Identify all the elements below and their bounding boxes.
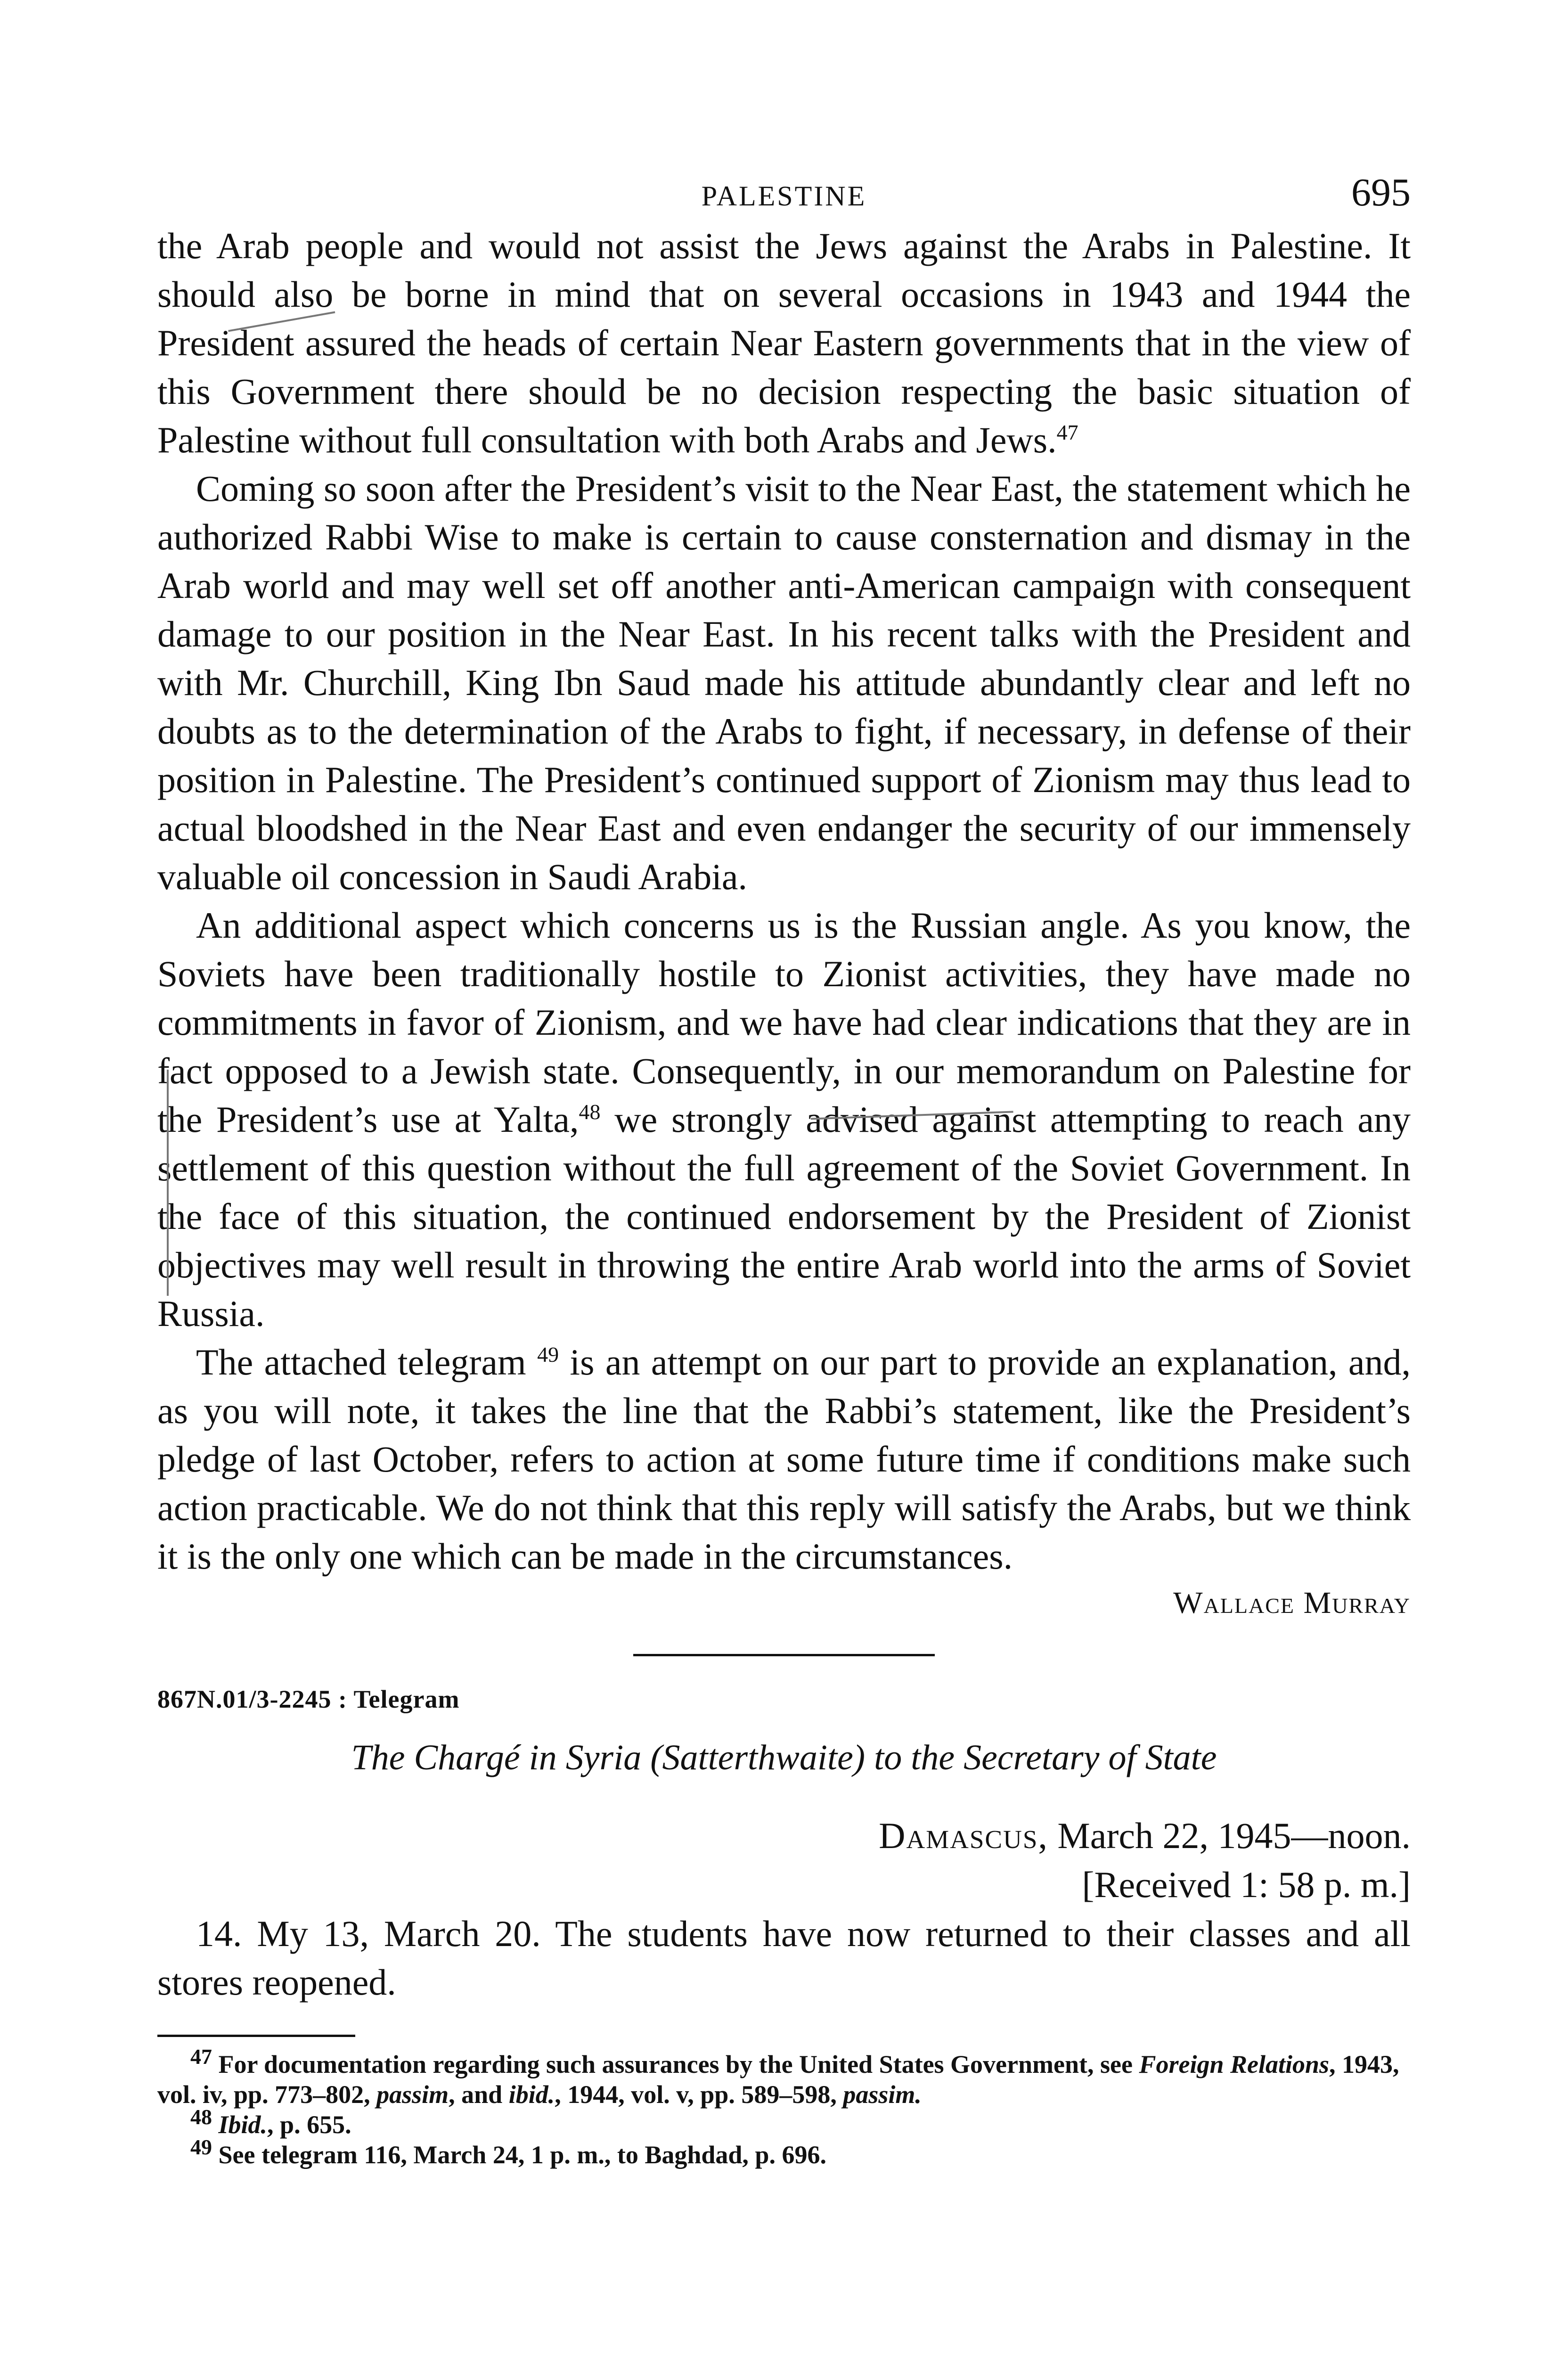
file-reference: 867N.01/3-2245 : Telegram [157, 1685, 460, 1713]
footnote-48-text: , p. 655. [267, 2111, 351, 2139]
paragraph-3-text-a: An additional aspect which concerns us is the Russian angle. As you know, the Soviets have been traditionally hostile to Zionist activities, they have made no commitments in favor of Zionism, and we have had clear indications that they are in fact opposed to a Jewish state. Consequently, in our memorandum on Palestine for the President’s use at Yalta, [157, 905, 1411, 1140]
paragraph-4-text-b: is an attempt on our part to provide an explanation, and, as you will note, it takes the line that the Rabbi’s statement, like the President’s pledge of last October, refers to action at some future time if conditions make such action practicable. We do not think that this reply will satisfy the Arabs, but we think it is the only one which can be made in the circumstances. [157, 1342, 1411, 1577]
footnote-47-ref-3: ibid. [508, 2080, 555, 2109]
page-header [157, 170, 1411, 221]
footnote-ref-47[interactable]: 47 [1056, 420, 1078, 444]
paragraph-2: Coming so soon after the President’s visit to the Near East, the statement which he authorized Rabbi Wise to make is certain to cause consternation and dismay in the Arab world and may well set off another anti-American campaign with consequent damage to our position in the Near East. In his recent talks with the President and with Mr. Churchill, King Ibn Saud made his attitude abundantly clear and left no doubts as to the determination of the Arabs to fight, if necessary, in defense of their position in Palestine. The President’s continued support of Zionism may thus lead to actual bloodshed in the Near East and even endanger the security of our immensely valuable oil concession in Saudi Arabia. [157, 468, 1411, 897]
footnote-49-number: 49 [190, 2135, 212, 2159]
pencil-annotation-margin-bracket [167, 1070, 188, 1296]
footnote-47-ref-1: Foreign Relations [1139, 2050, 1330, 2078]
footnote-47-number: 47 [190, 2045, 212, 2069]
dateline-date: March 22, 1945—noon. [1048, 1815, 1411, 1856]
paragraph-1 [157, 221, 1411, 464]
paragraph-3-text-b: we strongly advised against attempting to reach any settlement of this question without the full agreement of the Soviet Government. In the face of this situation, the continued endorsement by the President of Zionist objectives may well result in throwing the entire Arab world into the arms of Soviet Russia. [157, 1099, 1411, 1334]
footnote-47 [157, 2045, 1411, 2110]
dateline-place: Damascus, [879, 1815, 1048, 1856]
footnote-48 [157, 2105, 1411, 2140]
paragraph-4-text-a: The attached telegram [196, 1342, 538, 1383]
footnote-48-ref: Ibid. [218, 2111, 268, 2139]
telegram-text: 14. My 13, March 20. The students have now returned to their classes and all stores reopened. [157, 1913, 1411, 2003]
dateline-sent [157, 1811, 1411, 1860]
footnote-47-text-a: For documentation regarding such assurances by the United States Government, see [218, 2050, 1139, 2078]
footnote-47-text-b: , 1943, vol. iv, pp. 773–802, [157, 2050, 1399, 2109]
footnotes [157, 2045, 1411, 2170]
document-page [157, 170, 1411, 2170]
paragraph-3 [157, 901, 1411, 1338]
dateline-received: [Received 1: 58 p. m.] [1082, 1864, 1411, 1905]
paragraph-4 [157, 1338, 1411, 1580]
footnote-48-number: 48 [190, 2105, 212, 2129]
footnote-ref-49[interactable]: 49 [537, 1342, 559, 1366]
footnote-ref-48[interactable]: 48 [579, 1100, 601, 1124]
signature: Wallace Murray [1173, 1586, 1411, 1620]
footnote-47-text-c: , and [449, 2080, 509, 2109]
memo-body [157, 221, 1411, 1580]
section-separator [633, 1654, 935, 1656]
footnote-49 [157, 2135, 1411, 2170]
footnote-47-text-d: , 1944, vol. v, pp. 589–598, [555, 2080, 843, 2109]
telegram-title: The Chargé in Syria (Satterthwaite) to the Secretary of State [351, 1738, 1217, 1777]
page-number: 695 [1351, 171, 1411, 214]
footnote-49-text: See telegram 116, March 24, 1 p. m., to Baghdad, p. 696. [218, 2141, 826, 2169]
telegram-body [157, 1909, 1411, 2006]
footnote-rule [157, 2035, 355, 2037]
footnote-47-ref-2: passim [376, 2080, 449, 2109]
footnote-47-ref-4: passim. [843, 2080, 922, 2109]
running-head: PALESTINE [701, 180, 867, 212]
paragraph-1-text: the Arab people and would not assist the Jews against the Arabs in Palestine. It should also be borne in mind that on several occasions in 1943 and 1944 the President assured the heads of certain Near Eastern governments that in the view of this Government there should be no decision respecting the basic situation of Palestine without full consultation with both Arabs and Jews. [157, 225, 1411, 460]
dateline [157, 1811, 1411, 1909]
